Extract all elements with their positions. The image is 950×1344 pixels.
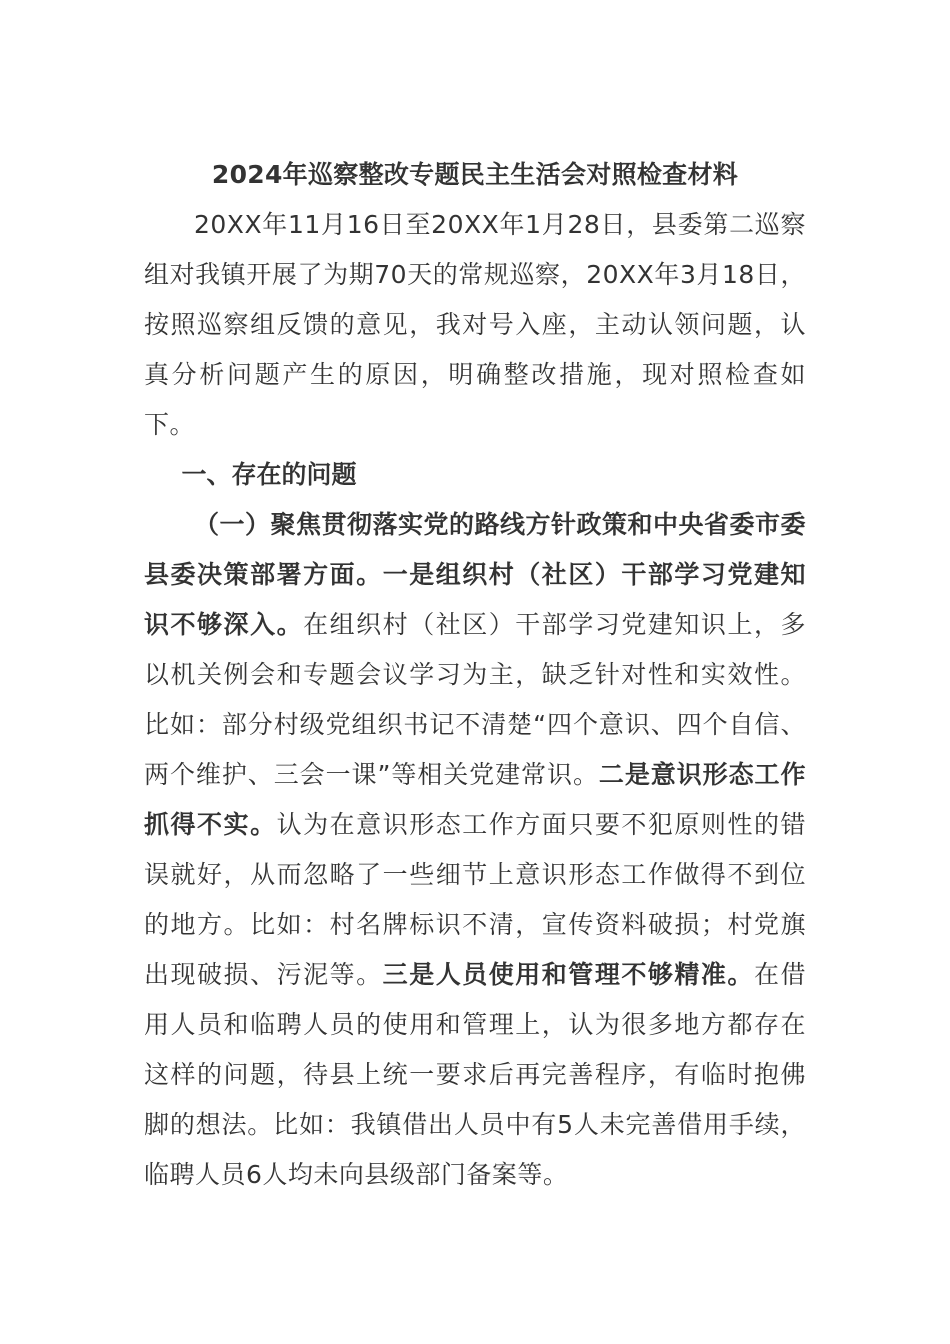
point-one-text: 在组织村（社区）干部学习党建知识上，多以机关例会和专题会议学习为主，缺乏针对性和实效性。比如：部分村级党组织书记不清楚“四个意识、四个自信、两个维护、三会一课”等相关党建常识。 xyxy=(144,610,806,789)
point-two-text: 认为在意识形态工作方面只要不犯原则性的错误就好，从而忽略了一些细节上意识形态工作做得不到位的地方。比如：村名牌标识不清，宣传资料破损；村党旗出现破损、污泥等。 xyxy=(144,810,806,989)
point-three-text: 在借用人员和临聘人员的使用和管理上，认为很多地方都存在这样的问题，待县上统一要求后再完善程序，有临时抱佛脚的想法。比如：我镇借出人员中有5人未完善借用手续，临聘人员6人均未向县级部门备案等。 xyxy=(144,960,806,1189)
document-title: 2024年巡察整改专题民主生活会对照检查材料 xyxy=(211,160,739,189)
issues-paragraph xyxy=(144,500,806,1200)
point-one-title: 一是组织村（社区）干部学习党建知识不够深入。 xyxy=(144,560,806,639)
intro-paragraph: 20XX年11月16日至20XX年1月28日，县委第二巡察组对我镇开展了为期70天的常规巡察，20XX年3月18日，按照巡察组反馈的意见，我对号入座，主动认领问题，认真分析问题产生的原因，明确整改措施，现对照检查如下。 xyxy=(144,210,806,439)
subsection-lead: （一）聚焦贯彻落实党的路线方针政策和中央省委市委县委决策部署方面。 xyxy=(144,510,807,589)
section-heading: 一、存在的问题 xyxy=(181,460,357,489)
point-three-title: 三是人员使用和管理不够精准。 xyxy=(382,960,754,989)
point-two-title: 二是意识形态工作抓得不实。 xyxy=(144,760,806,839)
